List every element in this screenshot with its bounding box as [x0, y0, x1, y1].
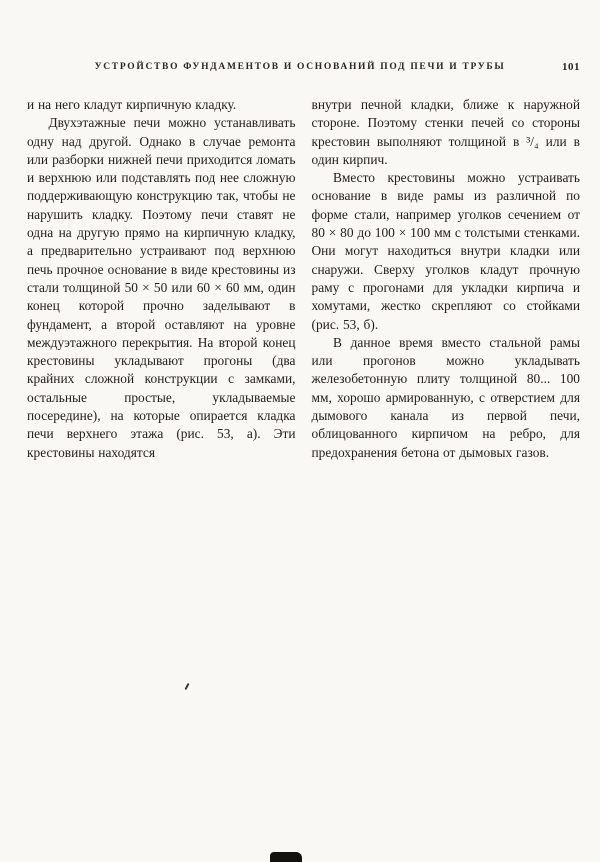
page-number: 101: [562, 61, 580, 73]
running-head-title: УСТРОЙСТВО ФУНДАМЕНТОВ И ОСНОВАНИЙ ПОД ПЕЧИ И ТРУБЫ: [94, 62, 506, 72]
paragraph-continuation: внутри печной кладки, ближе к наружной стороне. Поэтому стенки печей со стороны крестовин выполняют толщиной в ³/₄ или в один кирпич.: [311, 97, 580, 167]
paragraph: Двухэтажные печи можно устанавливать одну над другой. Однако в случае ремонта или разборки нижней печи приходится ломать и верхнюю или подставлять под нее сложную поддерживающую конструкцию так, чтобы не нарушить кладку. Поэтому печи ставят не одна на другую прямо на кирпичную кладку, а предварительно устраивают под верхнюю печь прочное основание в виде крестовины из стали толщиной 50 × 50 или 60 × 60 мм, один конец которой прочно заделывают в фундамент, а второй оставляют на уровне междуэтажного перекрытия. На второй конец крестовины укладывают прогоны (два крайних сложной конструкции с замками, остальные простые, укладываемые посередине), на которые опирается кладка печи верхнего этажа (рис. 53, а). Эти крестовины находятся: [27, 115, 296, 460]
scan-artifact-tick: [184, 683, 189, 690]
paragraph: Вместо крестовины можно устраивать основание в виде рамы из различной по форме стали, например уголков сечением от 80 × 80 до 100 × 100 мм с толстыми стенками. Они могут находиться внутри кладки или снаружи. Сверху уголков кладут прочную раму с прогонами для укладки кирпича и хомутами, жестко скрепляют со стойками (рис. 53, б).: [311, 170, 580, 332]
paragraph-continuation: и на него кладут кирпичную кладку.: [27, 97, 237, 112]
paragraph: В данное время вместо стальной рамы или прогонов можно укладывать железобетонную плиту толщиной 80... 100 мм, хорошо армированную, с отверстием для дымового канала из первой печи, облицованного кирпичом на ребро, для предохранения бетона от дымовых газов.: [311, 334, 580, 460]
right-column: [312, 96, 581, 462]
text-columns: [27, 96, 580, 462]
left-column: [27, 96, 296, 462]
scan-artifact-bottom-edge: [270, 852, 302, 862]
